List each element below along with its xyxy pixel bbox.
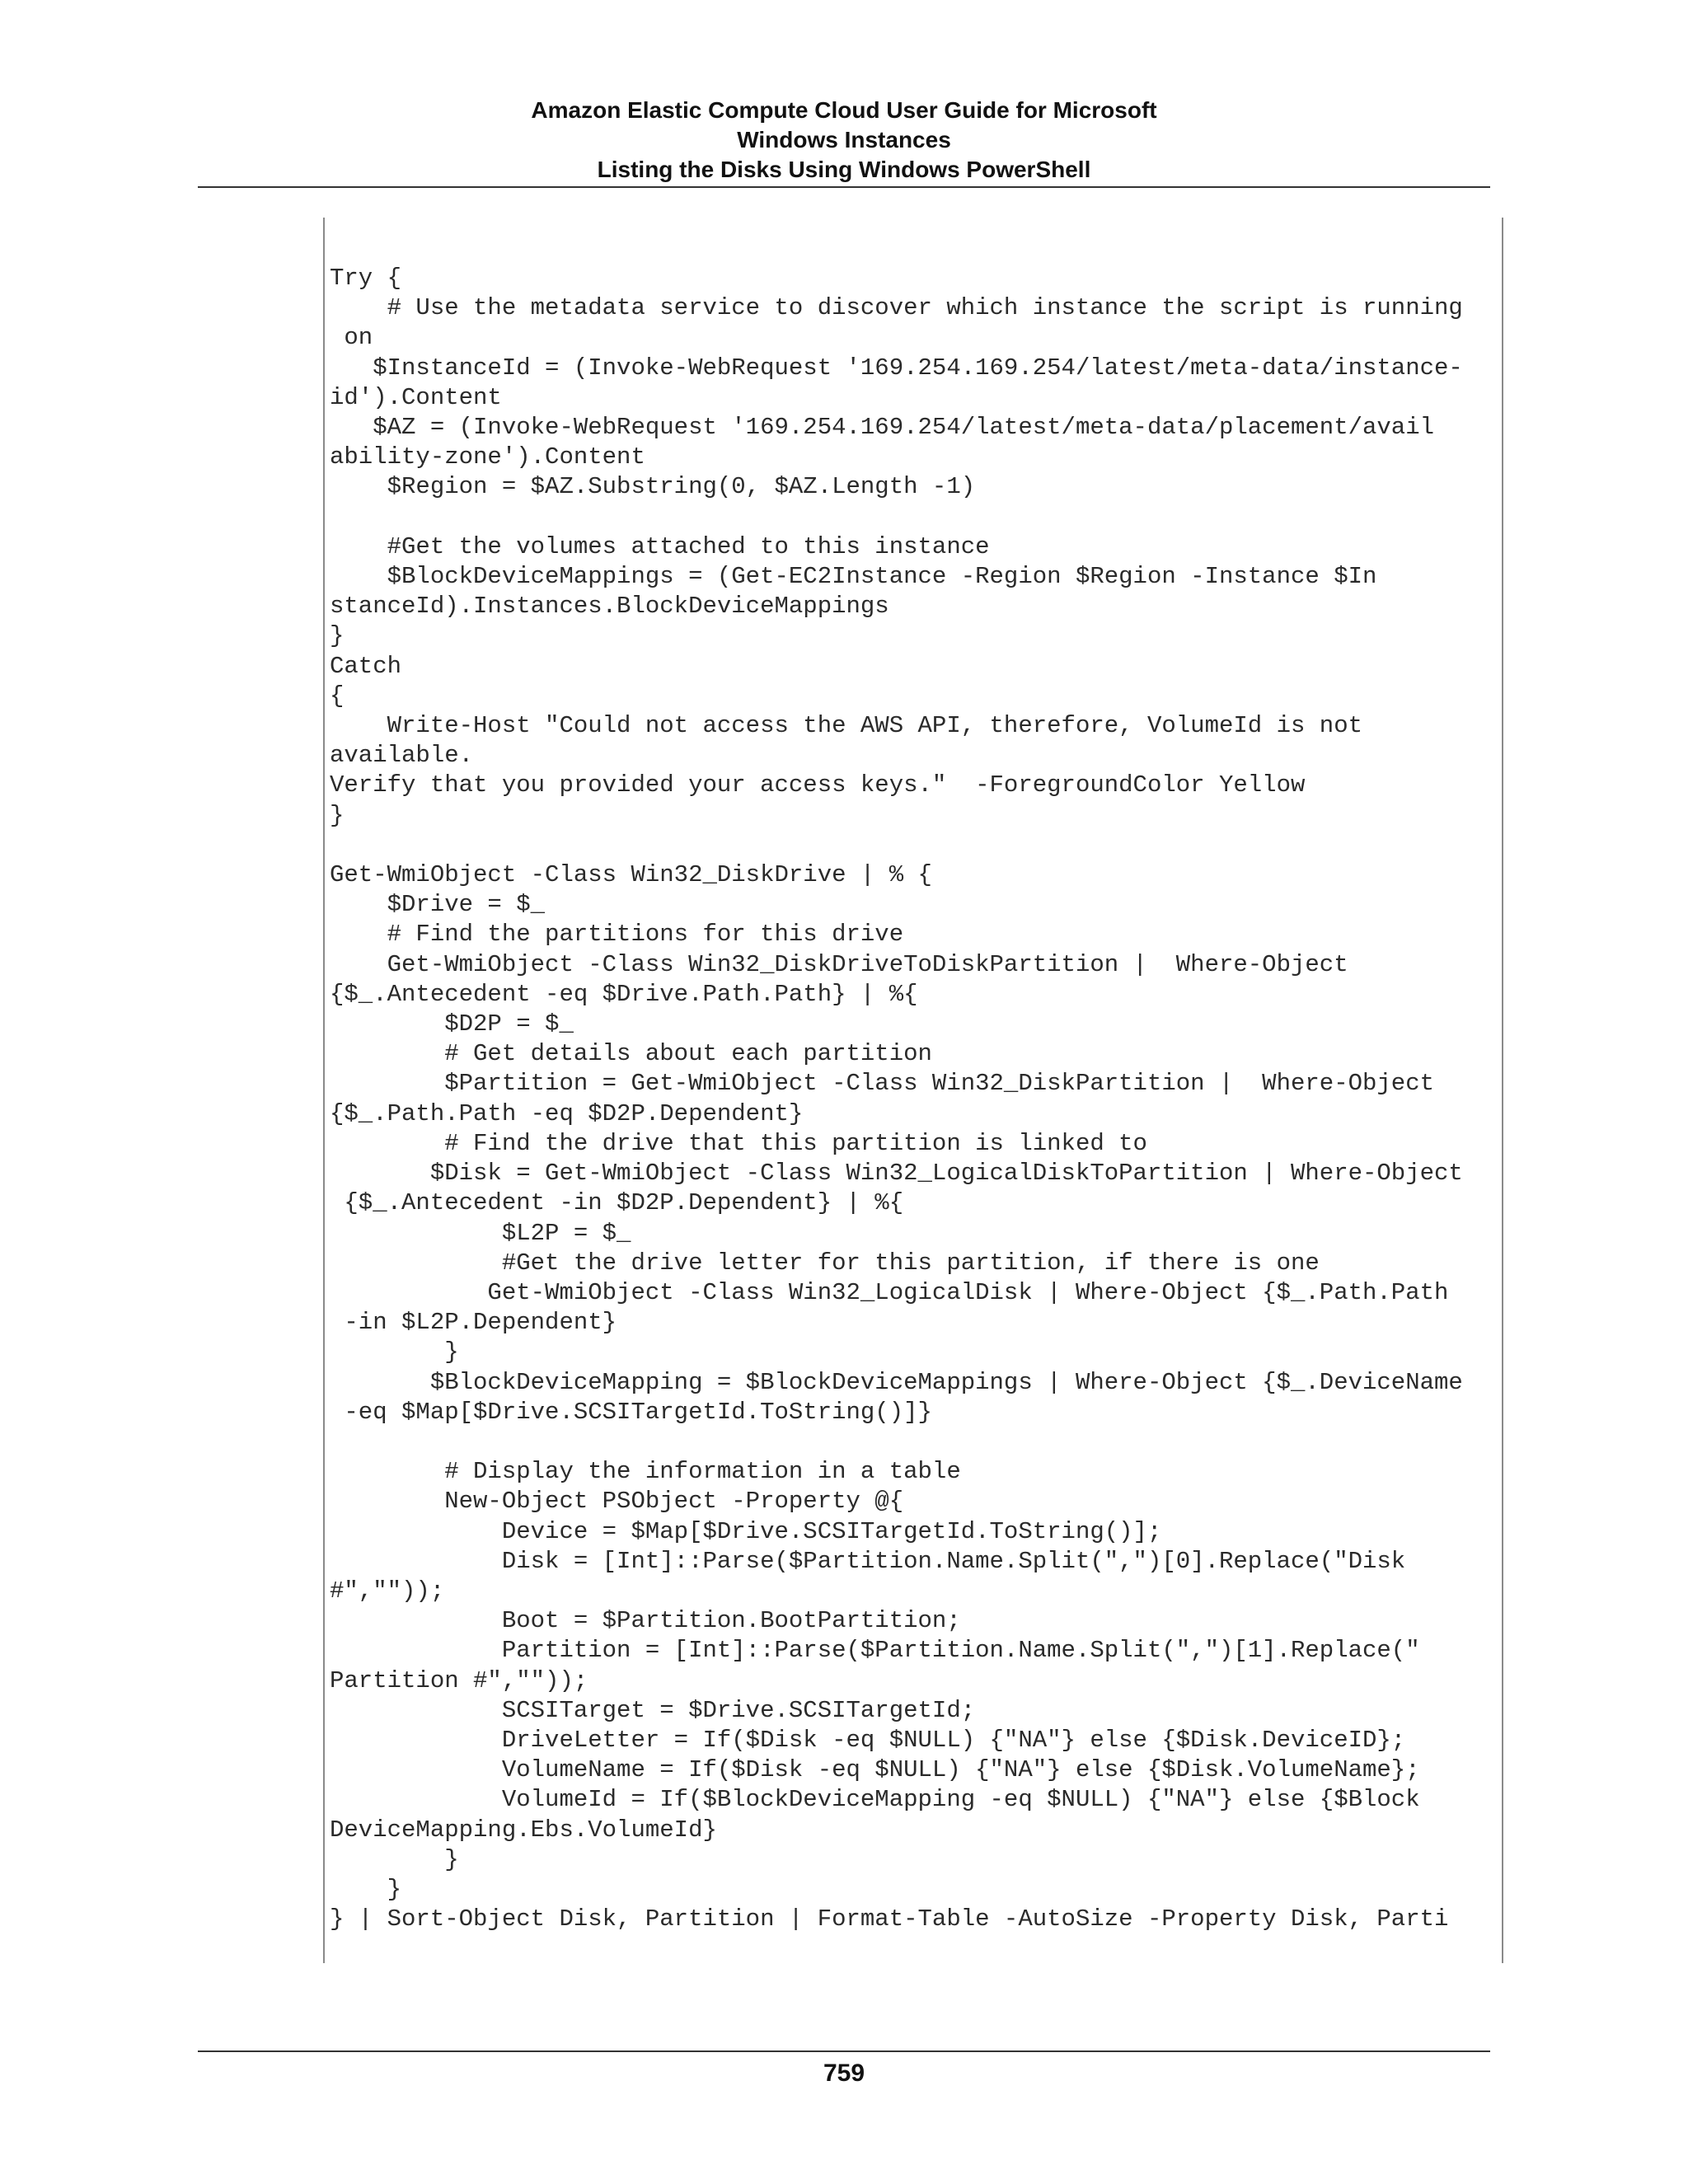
code-line: # Use the metadata service to discover which instance the script is running: [330, 294, 1463, 322]
code-line: Device = $Map[$Drive.SCSITargetId.ToString()];: [330, 1517, 1162, 1545]
code-line: Disk = [Int]::Parse($Partition.Name.Split(",")[0].Replace("Disk: [330, 1547, 1406, 1575]
code-line: }: [330, 622, 345, 650]
header-guide-subtitle: Windows Instances: [737, 127, 951, 152]
code-line: VolumeId = If($BlockDeviceMapping -eq $NULL) {"NA"} else {$Block: [330, 1786, 1420, 1814]
code-line: stanceId).Instances.BlockDeviceMappings: [330, 593, 889, 621]
code-line: Partition = [Int]::Parse($Partition.Name.Split(",")[1].Replace(": [330, 1637, 1420, 1665]
code-line: SCSITarget = $Drive.SCSITargetId;: [330, 1696, 976, 1724]
code-line: $Drive = $_: [330, 891, 546, 919]
code-line: # Get details about each partition: [330, 1040, 932, 1068]
code-line: Verify that you provided your access keys." -ForegroundColor Yellow: [330, 771, 1306, 799]
code-line: VolumeName = If($Disk -eq $NULL) {"NA"} else {$Disk.VolumeName};: [330, 1756, 1420, 1784]
code-line: $Partition = Get-WmiObject -Class Win32_DiskPartition | Where-Object: [330, 1070, 1435, 1098]
code-line: {$_.Antecedent -in $D2P.Dependent} | %{: [330, 1189, 904, 1217]
header-guide-title: Amazon Elastic Compute Cloud User Guide for Microsoft: [531, 97, 1157, 123]
code-line: } | Sort-Object Disk, Partition | Format-Table -AutoSize -Property Disk, Parti: [330, 1905, 1449, 1933]
code-line: #",""));: [330, 1577, 445, 1605]
code-line: -eq $Map[$Drive.SCSITargetId.ToString()]}: [330, 1398, 932, 1426]
code-line: available.: [330, 742, 474, 770]
page-header: [0, 96, 1688, 185]
code-line: #Get the volumes attached to this instance: [330, 532, 990, 560]
code-line: Try {: [330, 265, 402, 292]
code-line: $InstanceId = (Invoke-WebRequest '169.254.169.254/latest/meta-data/instance-: [330, 354, 1463, 382]
code-line: }: [330, 1845, 459, 1873]
code-line: Get-WmiObject -Class Win32_LogicalDisk | Where-Object {$_.Path.Path: [330, 1278, 1449, 1306]
code-line: # Find the drive that this partition is linked to: [330, 1129, 1147, 1157]
code-line: {$_.Path.Path -eq $D2P.Dependent}: [330, 1099, 804, 1127]
code-line: ability-zone').Content: [330, 443, 645, 471]
code-line: # Display the information in a table: [330, 1458, 961, 1486]
code-line: Catch: [330, 652, 402, 680]
code-line: {$_.Antecedent -eq $Drive.Path.Path} | %{: [330, 980, 918, 1008]
footer-divider: [198, 2050, 1490, 2052]
code-line: $D2P = $_: [330, 1010, 574, 1038]
code-line: Partition #",""));: [330, 1666, 588, 1694]
code-line: }: [330, 1875, 402, 1903]
code-line: -in $L2P.Dependent}: [330, 1309, 617, 1337]
code-line: #Get the drive letter for this partition, if there is one: [330, 1249, 1320, 1277]
code-line: id').Content: [330, 383, 502, 411]
code-line: DriveLetter = If($Disk -eq $NULL) {"NA"} else {$Disk.DeviceID};: [330, 1726, 1406, 1754]
code-line: Boot = $Partition.BootPartition;: [330, 1607, 961, 1635]
code-line: }: [330, 801, 345, 829]
code-block: [330, 264, 1463, 1934]
code-line: # Find the partitions for this drive: [330, 921, 904, 949]
code-line: DeviceMapping.Ebs.VolumeId}: [330, 1816, 717, 1844]
code-line: $BlockDeviceMapping = $BlockDeviceMappings | Where-Object {$_.DeviceName: [330, 1368, 1463, 1396]
code-line: Write-Host "Could not access the AWS API, therefore, VolumeId is not: [330, 712, 1363, 740]
code-line: on: [330, 324, 373, 352]
code-line: New-Object PSObject -Property @{: [330, 1488, 904, 1516]
code-line: $BlockDeviceMappings = (Get-EC2Instance -Region $Region -Instance $In: [330, 563, 1377, 591]
page-number: 759: [823, 2060, 865, 2087]
code-line: $L2P = $_: [330, 1219, 631, 1247]
code-line: }: [330, 1338, 459, 1366]
code-line: $Disk = Get-WmiObject -Class Win32_LogicalDiskToPartition | Where-Object: [330, 1160, 1463, 1188]
code-line: $Region = $AZ.Substring(0, $AZ.Length -1): [330, 473, 976, 501]
header-divider: [198, 186, 1490, 188]
header-section-title: Listing the Disks Using Windows PowerShell: [597, 157, 1091, 182]
code-line: Get-WmiObject -Class Win32_DiskDriveToDiskPartition | Where-Object: [330, 950, 1348, 978]
code-line: {: [330, 682, 345, 710]
code-line: Get-WmiObject -Class Win32_DiskDrive | % {: [330, 861, 932, 889]
code-line: $AZ = (Invoke-WebRequest '169.254.169.254/latest/meta-data/placement/avail: [330, 414, 1435, 442]
